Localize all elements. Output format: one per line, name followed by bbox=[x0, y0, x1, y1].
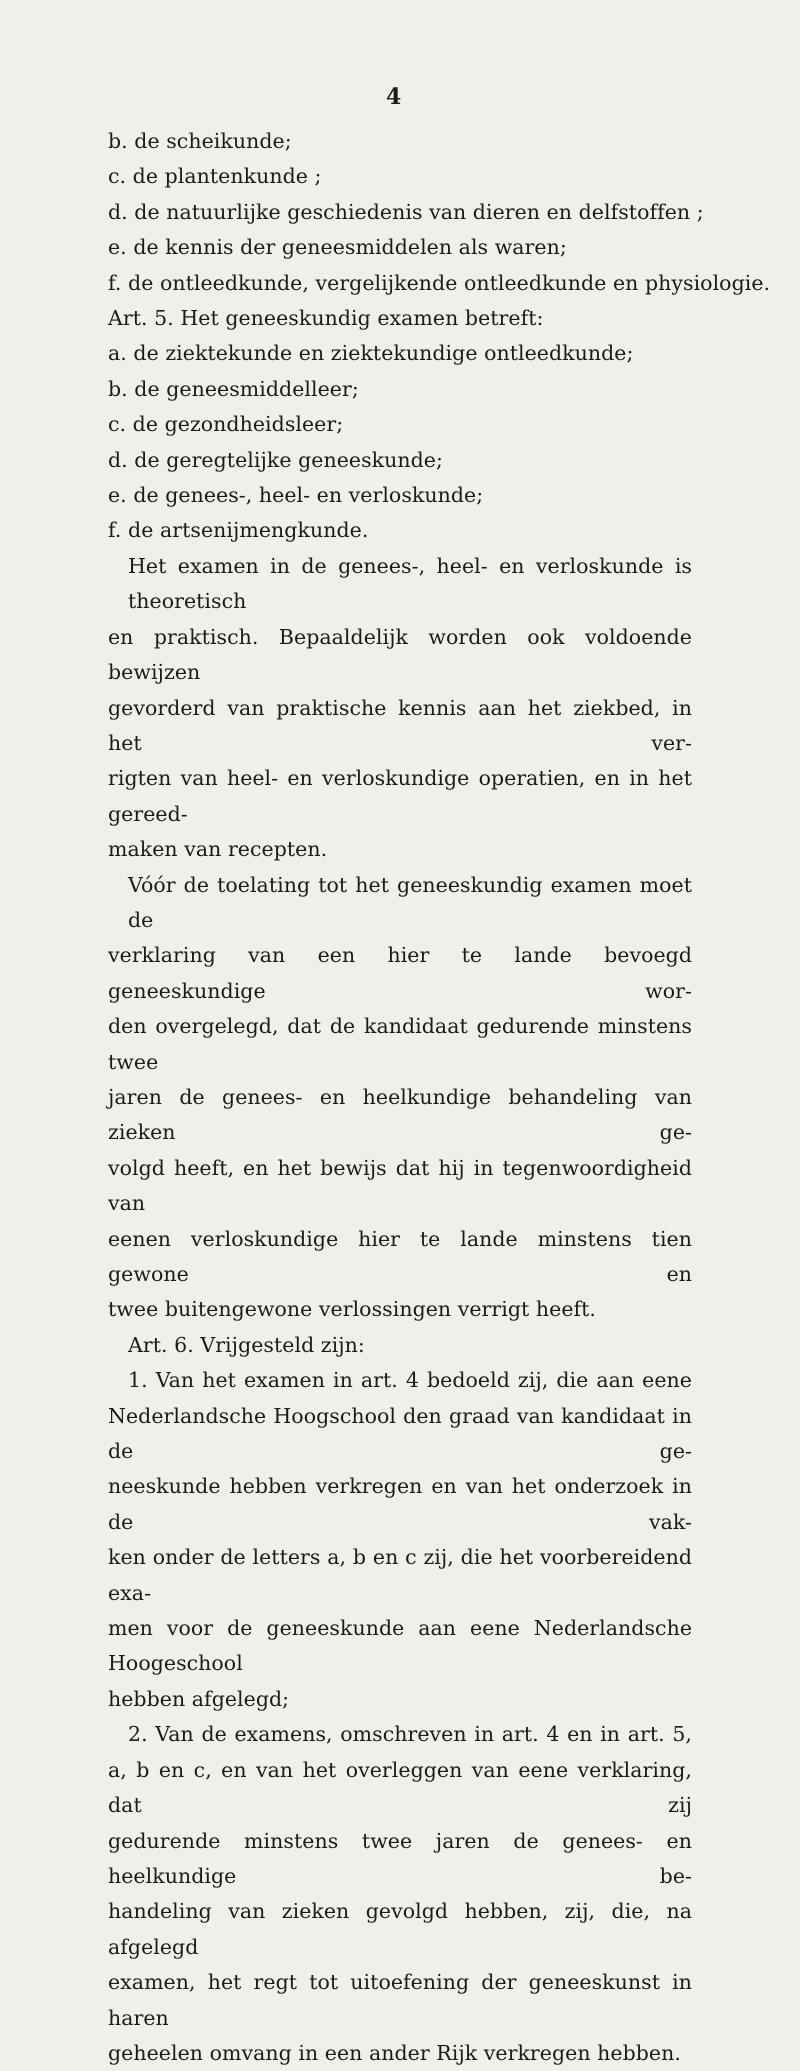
paragraph-line: 1. Van het examen in art. 4 bedoeld zij, die aan eene bbox=[128, 1368, 692, 1393]
list-item-a: a. de ziektekunde en ziektekundige ontleedkunde; bbox=[108, 341, 634, 366]
paragraph-line: Vóór de toelating tot het geneeskundig examen moet de bbox=[128, 872, 692, 932]
paragraph-line: Het examen in de genees-, heel- en verloskunde is theoretisch bbox=[128, 553, 692, 614]
paragraph-line: en praktisch. Bepaaldelijk worden ook voldoende bewijzen bbox=[108, 624, 692, 685]
paragraph-line: Nederlandsche Hoogschool den graad van kandidaat in de ge- bbox=[108, 1403, 692, 1464]
list-item-f: f. de artsenijmengkunde. bbox=[108, 518, 369, 543]
paragraph-line: a, b en c, en van het overleggen van eene verklaring, dat zij bbox=[108, 1757, 692, 1818]
page-body bbox=[108, 124, 771, 2071]
paragraph-line: examen, het regt tot uitoefening der geneeskunst in haren bbox=[108, 1970, 692, 2030]
paragraph-line: ken onder de letters a, b en c zij, die het voorbereidend exa- bbox=[108, 1545, 692, 1605]
paragraph-line: gevorderd van praktische kennis aan het ziekbed, in het ver- bbox=[108, 695, 692, 755]
paragraph-line: volgd heeft, en het bewijs dat hij in tegenwoordigheid van bbox=[108, 1155, 692, 1216]
paragraph-line: gedurende minstens twee jaren de genees- en heelkundige be- bbox=[108, 1828, 692, 1888]
list-item-c: c. de plantenkunde ; bbox=[108, 164, 322, 189]
paragraph-line: hebben afgelegd; bbox=[108, 1686, 290, 1711]
article-6-heading: Art. 6. Vrijgesteld zijn: bbox=[128, 1332, 365, 1357]
list-item-b: b. de scheikunde; bbox=[108, 129, 292, 153]
paragraph-line: neeskunde hebben verkregen en van het onderzoek in de vak- bbox=[108, 1474, 692, 1534]
paragraph-line: twee buitengewone verlossingen verrigt heeft. bbox=[108, 1297, 597, 1322]
list-item-b: b. de geneesmiddelleer; bbox=[108, 376, 359, 401]
list-item-e: e. de genees-, heel- en verloskunde; bbox=[108, 483, 484, 508]
paragraph-line: maken van recepten. bbox=[108, 837, 328, 862]
paragraph-line: eenen verloskundige hier te lande minstens tien gewone en bbox=[108, 1226, 692, 1286]
list-item-c: c. de gezondheidsleer; bbox=[108, 412, 344, 437]
paragraph-line: den overgelegd, dat de kandidaat gedurende minstens twee bbox=[108, 1014, 692, 1074]
list-item-f: f. de ontleedkunde, vergelijkende ontleedkunde en physiologie. bbox=[108, 270, 771, 295]
paragraph-line: geheelen omvang in een ander Rijk verkregen hebben. bbox=[108, 2040, 681, 2065]
paragraph-line: handeling van zieken gevolgd hebben, zij, die, na afgelegd bbox=[108, 1899, 692, 1959]
paragraph-line: rigten van heel- en verloskundige operatien, en in het gereed- bbox=[108, 766, 692, 826]
list-item-e: e. de kennis der geneesmiddelen als waren; bbox=[108, 235, 567, 260]
paragraph-line: men voor de geneeskunde aan eene Nederlandsche Hoogeschool bbox=[108, 1616, 692, 1676]
paragraph-line: 2. Van de examens, omschreven in art. 4 en in art. 5, bbox=[128, 1722, 692, 1747]
article-5-heading: Art. 5. Het geneeskundig examen betreft: bbox=[108, 306, 544, 331]
paragraph-line: verklaring van een hier te lande bevoegd geneeskundige wor- bbox=[108, 943, 692, 1003]
list-item-d: d. de natuurlijke geschiedenis van dieren en delfstoffen ; bbox=[108, 199, 704, 224]
page-number: 4 bbox=[386, 84, 402, 110]
list-item-d: d. de geregtelijke geneeskunde; bbox=[108, 447, 443, 472]
paragraph-line: jaren de genees- en heelkundige behandeling van zieken ge- bbox=[108, 1084, 692, 1145]
